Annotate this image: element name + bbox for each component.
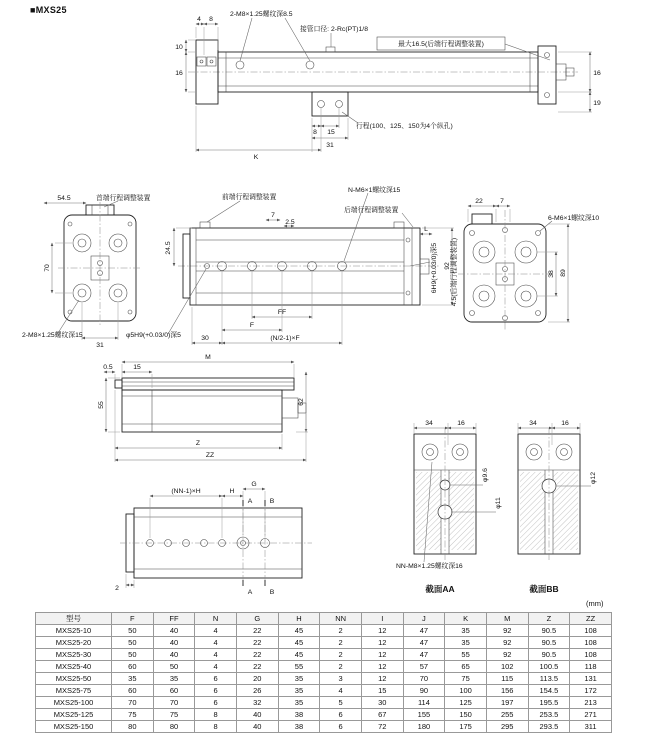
dim-cell: 108: [570, 649, 612, 661]
dim-cell: 40: [236, 709, 278, 721]
dim-cell: 55: [445, 649, 487, 661]
dim-cell: 50: [112, 649, 154, 661]
table-row: [36, 625, 612, 637]
dim-cell: 80: [153, 721, 195, 733]
dim-cell: 50: [153, 661, 195, 673]
page-title: ■MXS25: [30, 5, 67, 15]
m6-thread-note-rear: 6-M6×1螺纹深10: [548, 215, 600, 222]
dim-label-62: 62: [298, 398, 305, 406]
dim-cell: 154.5: [528, 685, 570, 697]
dim-cell: 40: [153, 625, 195, 637]
dim-label-30: 30: [201, 335, 209, 342]
dim-cell: 4: [195, 637, 237, 649]
dim-cell: 12: [361, 673, 403, 685]
plan-front-adjuster-note: 前端行程调整装置: [222, 194, 277, 201]
dim-label-89: 89: [560, 269, 567, 277]
dim-cell: 55: [278, 661, 320, 673]
dim-label-22: 22: [475, 198, 483, 205]
dim-cell: 70: [112, 697, 154, 709]
dim-cell: 125: [445, 697, 487, 709]
dim-label-8b: 8: [313, 129, 317, 136]
model-cell: MXS25-75: [36, 685, 112, 697]
dim-cell: 67: [361, 709, 403, 721]
column-header: NN: [320, 613, 362, 625]
dim-label-zz: ZZ: [205, 452, 215, 459]
table-row: [36, 721, 612, 733]
dim-cell: 92: [486, 625, 528, 637]
dim-label-7: 7: [271, 212, 275, 219]
dim-cell: 40: [153, 649, 195, 661]
dim-label-16-right: 16: [593, 70, 601, 77]
dim-cell: 26: [236, 685, 278, 697]
dim-cell: 38: [278, 721, 320, 733]
dim-cell: 155: [403, 709, 445, 721]
model-cell: MXS25-100: [36, 697, 112, 709]
dim-cell: 5: [320, 697, 362, 709]
dim-cell: 60: [153, 685, 195, 697]
dim-label-z: Z: [195, 440, 201, 447]
front-adjuster-note: 首端行程调整装置: [96, 195, 151, 202]
dim-cell: 293.5: [528, 721, 570, 733]
dim-label-70: 70: [44, 264, 51, 272]
column-header: J: [403, 613, 445, 625]
column-header: I: [361, 613, 403, 625]
dim-cell: 32: [236, 697, 278, 709]
dim-cell: 47: [403, 649, 445, 661]
section-marker-a-top: A: [247, 498, 253, 505]
dim-label-31b: 31: [96, 342, 104, 349]
top-side-view: [175, 9, 601, 161]
dim-cell: 70: [153, 697, 195, 709]
dim-cell: 35: [112, 673, 154, 685]
dim-cell: 35: [278, 685, 320, 697]
dia-label-9-6: φ9.6: [482, 468, 489, 482]
dim-cell: 2: [320, 637, 362, 649]
table-row: [36, 697, 612, 709]
dim-label-l: L: [424, 226, 428, 233]
dim-cell: 6: [195, 697, 237, 709]
port-size-note: 接管口径: 2-Rc(PT)1/8: [300, 26, 368, 33]
dim-cell: 80: [112, 721, 154, 733]
max-stroke-adjuster-note: 最大16.5(后端行程调整装置): [398, 41, 484, 48]
stroke-holes-note: 行程(100、125、150为4个纵孔): [356, 123, 453, 130]
dim-cell: 311: [570, 721, 612, 733]
column-header: H: [278, 613, 320, 625]
dim-label-7b: 7: [500, 198, 504, 205]
dim-cell: 22: [236, 625, 278, 637]
column-header: 型号: [36, 613, 112, 625]
dim-cell: 4: [195, 625, 237, 637]
dim-label-16-left: 16: [175, 70, 183, 77]
dim-cell: 12: [361, 661, 403, 673]
table-row: [36, 709, 612, 721]
dim-cell: 90.5: [528, 625, 570, 637]
table-row: [36, 649, 612, 661]
dim-cell: 75: [153, 709, 195, 721]
pin-hole-note: φ5H9(+0.03/0)深5: [126, 332, 181, 339]
dim-cell: 118: [570, 661, 612, 673]
dim-label-10: 10: [175, 44, 183, 51]
dim-cell: 60: [112, 685, 154, 697]
dim-label-ff: FF: [277, 309, 287, 316]
column-header: N: [195, 613, 237, 625]
dia-label-12: φ12: [590, 472, 597, 484]
model-cell: MXS25-125: [36, 709, 112, 721]
dim-cell: 20: [236, 673, 278, 685]
dim-cell: 40: [236, 721, 278, 733]
dim-cell: 6: [195, 673, 237, 685]
dim-label-m: M: [205, 354, 211, 361]
column-header: F: [112, 613, 154, 625]
dim-cell: 90.5: [528, 637, 570, 649]
dim-cell: 156: [486, 685, 528, 697]
dim-cell: 35: [278, 673, 320, 685]
dim-cell: 12: [361, 637, 403, 649]
dim-label-g: G: [251, 481, 257, 488]
dim-label-19: 19: [593, 100, 601, 107]
dim-cell: 108: [570, 637, 612, 649]
dim-cell: 8: [195, 721, 237, 733]
dim-cell: 108: [570, 625, 612, 637]
dim-cell: 92: [486, 637, 528, 649]
dim-cell: 172: [570, 685, 612, 697]
dim-cell: 6: [195, 685, 237, 697]
dim-cell: 47: [403, 637, 445, 649]
dim-label-4: 4: [197, 16, 201, 23]
dim-cell: 4: [320, 685, 362, 697]
dim-cell: 295: [486, 721, 528, 733]
dim-cell: 8: [195, 709, 237, 721]
dim-label-8: 8: [209, 16, 213, 23]
dim-label-aa-34: 34: [425, 420, 433, 427]
dim-cell: 50: [112, 637, 154, 649]
dim-label-54-5: 54.5: [57, 195, 71, 202]
dim-label-2-5: 2.5: [285, 219, 295, 226]
m8-thread-note-sections: NN-M8×1.25螺纹深16: [396, 563, 463, 570]
dim-label-h: H: [229, 488, 235, 495]
model-cell: MXS25-150: [36, 721, 112, 733]
dim-cell: 40: [153, 637, 195, 649]
bottom-plan-view: [115, 481, 312, 596]
plan-view: [126, 185, 454, 345]
dim-label-aa-16: 16: [457, 420, 465, 427]
dim-cell: 213: [570, 697, 612, 709]
dim-cell: 60: [112, 661, 154, 673]
slot-note: 6H9(+0.03/0)深5: [431, 242, 438, 294]
column-header: K: [445, 613, 487, 625]
dimension-table: [35, 612, 612, 733]
model-cell: MXS25-40: [36, 661, 112, 673]
rear-end-view: [449, 198, 599, 330]
dim-cell: 12: [361, 625, 403, 637]
dim-cell: 175: [445, 721, 487, 733]
dim-cell: 92: [486, 649, 528, 661]
dim-cell: 38: [278, 709, 320, 721]
dim-cell: 150: [445, 709, 487, 721]
dim-cell: 45: [278, 649, 320, 661]
dim-cell: 114: [403, 697, 445, 709]
dim-cell: 271: [570, 709, 612, 721]
dia-label-11: φ11: [495, 497, 502, 509]
dim-label-15: 15: [327, 129, 335, 136]
dim-cell: 65: [445, 661, 487, 673]
dim-label-24-5: 24.5: [165, 241, 172, 255]
dim-cell: 90.5: [528, 649, 570, 661]
dim-cell: 35: [278, 697, 320, 709]
dim-cell: 180: [403, 721, 445, 733]
dim-label-bb-16: 16: [561, 420, 569, 427]
dim-cell: 35: [153, 673, 195, 685]
dim-cell: 70: [403, 673, 445, 685]
dim-cell: 75: [112, 709, 154, 721]
model-cell: MXS25-20: [36, 637, 112, 649]
section-bb-view: [518, 420, 597, 594]
section-bb-caption: 截面BB: [529, 584, 559, 594]
m6-thread-note: N-M6×1螺纹深15: [348, 187, 401, 194]
dim-label-2: 2: [115, 585, 119, 592]
dim-cell: 15: [361, 685, 403, 697]
dim-cell: 22: [236, 637, 278, 649]
table-row: [36, 685, 612, 697]
dim-cell: 131: [570, 673, 612, 685]
dim-cell: 72: [361, 721, 403, 733]
dim-cell: 255: [486, 709, 528, 721]
dim-cell: 22: [236, 661, 278, 673]
m8-thread-note-front: 2-M8×1.25螺纹深15: [22, 332, 83, 339]
dim-cell: 45: [278, 625, 320, 637]
dim-label-55: 55: [98, 401, 105, 409]
table-row: [36, 673, 612, 685]
dim-cell: 2: [320, 625, 362, 637]
unit-note: (mm): [586, 599, 604, 608]
dim-cell: 4: [195, 649, 237, 661]
dim-cell: 30: [361, 697, 403, 709]
table-side-view: [98, 354, 308, 462]
column-header: G: [236, 613, 278, 625]
dim-cell: 45: [278, 637, 320, 649]
dim-cell: 12: [361, 649, 403, 661]
model-cell: MXS25-30: [36, 649, 112, 661]
table-header-row: [36, 613, 612, 625]
column-header: FF: [153, 613, 195, 625]
dim-label-f: F: [249, 322, 255, 329]
column-header: ZZ: [570, 613, 612, 625]
table-row: [36, 661, 612, 673]
dim-cell: 102: [486, 661, 528, 673]
column-header: M: [486, 613, 528, 625]
section-aa-view: [396, 420, 502, 594]
dim-cell: 115: [486, 673, 528, 685]
dim-label-bb-34: 34: [529, 420, 537, 427]
dim-cell: 253.5: [528, 709, 570, 721]
dim-label-0-5: 0.5: [103, 364, 113, 371]
dim-cell: 3: [320, 673, 362, 685]
table-row: [36, 637, 612, 649]
dim-cell: 47: [403, 625, 445, 637]
column-header: Z: [528, 613, 570, 625]
dim-label-nnh: (NN-1)×H: [171, 488, 201, 495]
dim-label-31: 31: [326, 142, 334, 149]
dim-label-92: 92: [444, 262, 451, 270]
dim-cell: 35: [445, 637, 487, 649]
front-end-view: [22, 193, 151, 349]
dim-cell: 50: [112, 625, 154, 637]
dim-cell: 22: [236, 649, 278, 661]
dim-label-k: K: [253, 154, 259, 161]
dim-cell: 90: [403, 685, 445, 697]
dim-cell: 100: [445, 685, 487, 697]
dim-label-15b: 15: [133, 364, 141, 371]
dim-label-nf: (N/2-1)×F: [270, 335, 300, 342]
dim-cell: 2: [320, 661, 362, 673]
dim-label-38: 38: [548, 270, 555, 278]
model-cell: MXS25-10: [36, 625, 112, 637]
section-aa-caption: 截面AA: [425, 584, 455, 594]
dim-cell: 6: [320, 709, 362, 721]
dim-cell: 57: [403, 661, 445, 673]
dim-cell: 2: [320, 649, 362, 661]
rear-adjuster-note: 后端行程调整装置: [344, 207, 399, 214]
model-cell: MXS25-50: [36, 673, 112, 685]
section-marker-b-bottom: B: [269, 589, 275, 596]
section-marker-b-top: B: [269, 498, 275, 505]
dim-cell: 75: [445, 673, 487, 685]
dim-cell: 113.5: [528, 673, 570, 685]
section-marker-a-bottom: A: [247, 589, 253, 596]
dim-cell: 4: [195, 661, 237, 673]
dim-cell: 6: [320, 721, 362, 733]
rear-adjuster-offset-note: 4.5(后端行程调整装置): [451, 237, 458, 307]
dim-cell: 195.5: [528, 697, 570, 709]
m8-thread-note: 2-M8×1.25螺纹深8.5: [230, 11, 293, 18]
dim-cell: 100.5: [528, 661, 570, 673]
dim-cell: 197: [486, 697, 528, 709]
dim-cell: 35: [445, 625, 487, 637]
